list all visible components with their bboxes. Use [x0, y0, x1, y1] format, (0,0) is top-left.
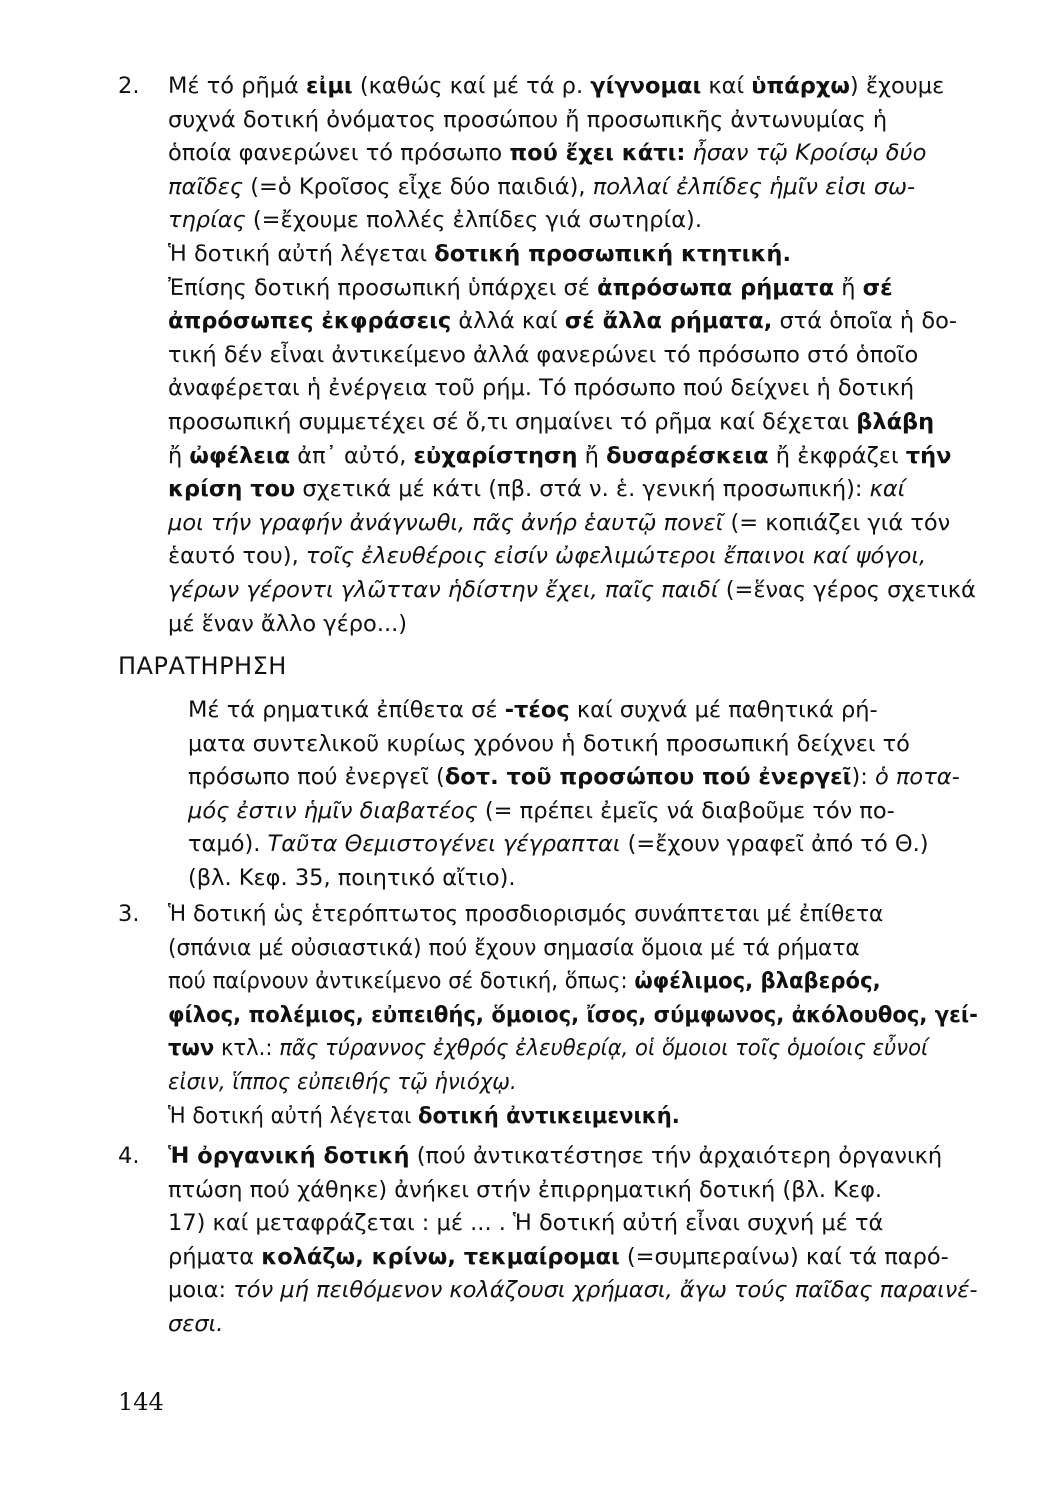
item-number: 3.	[118, 901, 140, 927]
text-line: ρήματα κολάζω, κρίνω, τεκμαίρομαι (=συμπεραίνω) καί τά παρό-	[168, 1243, 949, 1270]
page-number: 144	[118, 1388, 164, 1416]
text-line: (σπάνια μέ οὐσιαστικά) πού ἔχουν σημασία ὅμοια μέ τά ρήματα	[168, 934, 860, 961]
text-line: ταμό). Ταῦτα Θεμιστογένει γέγραπται (=ἔχουν γραφεῖ ἀπό τό Θ.)	[188, 831, 929, 858]
text-line: των κτλ.: πᾶς τύραννος ἐχθρός ἐλευθερίᾳ, οἱ ὅμοιοι τοῖς ὁμοίοις εὖνοί	[168, 1035, 929, 1062]
text-line: τηρίας (=ἔχουμε πολλές ἐλπίδες γιά σωτηρία).	[168, 207, 702, 234]
text-line: εἰσιν, ἵππος εὐπειθής τῷ ἡνιόχῳ.	[168, 1068, 517, 1095]
text-line: κρίση του σχετικά μέ κάτι (πβ. στά ν. ἑ. γενική προσωπική): καί	[168, 476, 906, 503]
remark-heading: ΠΑΡΑΤΗΡΗΣΗ	[118, 652, 287, 680]
text-line: Μέ τά ρηματικά ἐπίθετα σέ -τέος καί συχνά μέ παθητικά ρή-	[188, 697, 878, 723]
text-line: πτώση πού χάθηκε) ἀνήκει στήν ἐπιρρηματική δοτική (βλ. Κεφ.	[168, 1176, 883, 1203]
text-line: ἑαυτό του), τοῖς ἐλευθέροις εἰσίν ὠφελιμώτεροι ἔπαινοι καί ψόγοι,	[168, 543, 927, 570]
text-line: συχνά δοτική ὀνόματος προσώπου ἤ προσωπικῆς ἀντωνυμίας ἡ	[168, 106, 888, 133]
text-line: ἀπρόσωπες ἐκφράσεις ἀλλά καί σέ ἄλλα ρήματα, στά ὁποῖα ἡ δο-	[168, 308, 957, 335]
text-line: ἤ ὠφέλεια ἀπ᾽ αὐτό, εὐχαρίστηση ἤ δυσαρέσκεια ἤ ἐκφράζει τήν	[168, 442, 952, 469]
text-line: προσωπική συμμετέχει σέ ὅ,τι σημαίνει τό ρῆμα καί δέχεται βλάβη	[168, 408, 935, 435]
item-number: 2.	[118, 73, 140, 99]
text-line: παῖδες (=ὁ Κροῖσος εἶχε δύο παιδιά), πολλαί ἐλπίδες ἡμῖν εἰσι σω-	[168, 173, 916, 200]
item-2	[118, 70, 976, 641]
text-line: (βλ. Κεφ. 35, ποιητικό αἴτιο).	[188, 864, 516, 891]
text-line: μέ ἕναν ἄλλο γέρο...)	[168, 610, 408, 637]
text-line: τική δέν εἶναι ἀντικείμενο ἀλλά φανερώνει τό πρόσωπο στό ὁποῖο	[168, 341, 919, 368]
text-line: μός ἐστιν ἡμῖν διαβατέος (= πρέπει ἐμεῖς νά διαβοῦμε τόν πο-	[188, 797, 895, 824]
text-line: Μέ τό ρῆμά εἰμι (καθώς καί μέ τά ρ. γίγνομαι καί ὑπάρχω) ἔχουμε	[168, 73, 945, 99]
text-line: πρόσωπο πού ἐνεργεῖ (δοτ. τοῦ προσώπου πού ἐνεργεῖ): ὁ ποτα-	[188, 764, 960, 791]
text-line: γέρων γέροντι γλῶτταν ἡδίστην ἔχει, παῖς παιδί (=ἕνας γέρος σχετικά	[168, 576, 976, 603]
text-line: μοι τήν γραφήν ἀνάγνωθι, πᾶς ἀνήρ ἑαυτῷ πονεῖ (= κοπιάζει γιά τόν	[168, 509, 951, 536]
text-line: Ἐπίσης δοτική προσωπική ὑπάρχει σέ ἀπρόσωπα ρήματα ἤ σέ	[168, 274, 893, 301]
text-line: Ἡ δοτική αὐτή λέγεται δοτική ἀντικειμενική.	[168, 1102, 680, 1129]
text-line: ματα συντελικοῦ κυρίως χρόνου ἡ δοτική προσωπική δείχνει τό	[188, 730, 910, 757]
text-line: πού παίρνουν ἀντικείμενο σέ δοτική, ὅπως: ὠφέλιμος, βλαβερός,	[168, 968, 881, 995]
text-line: 17) καί μεταφράζεται : μέ ... . Ἡ δοτική αὐτή εἶναι συχνή μέ τά	[168, 1210, 884, 1237]
text-line: Ἡ δοτική ὡς ἑτερόπτωτος προσδιορισμός συνάπτεται μέ ἐπίθετα	[168, 901, 884, 927]
item-4	[118, 1140, 978, 1342]
text-line: μοια: τόν μή πειθόμενον κολάζουσι χρήμασι, ἄγω τούς παῖδας παραινέ-	[168, 1277, 978, 1304]
item-number: 4.	[118, 1143, 140, 1169]
item-3	[118, 898, 1054, 1133]
text-line: Ἡ ὀργανική δοτική (πού ἀντικατέστησε τήν ἀρχαιότερη ὀργανική	[168, 1143, 943, 1169]
text-line: σεσι.	[168, 1310, 224, 1337]
text-line: ὁποία φανερώνει τό πρόσωπο πού ἔχει κάτι: ἦσαν τῷ Κροίσῳ δύο	[168, 140, 927, 167]
remark-body	[188, 694, 960, 896]
text-line: Ἡ δοτική αὐτή λέγεται δοτική προσωπική κτητική.	[168, 240, 791, 267]
text-line: φίλος, πολέμιος, εὐπειθής, ὅμοιος, ἴσος, σύμφωνος, ἀκόλουθος, γεί-	[168, 1001, 978, 1028]
text-line: ἀναφέρεται ἡ ἐνέργεια τοῦ ρήμ. Τό πρόσωπο πού δείχνει ἡ δοτική	[168, 375, 915, 402]
